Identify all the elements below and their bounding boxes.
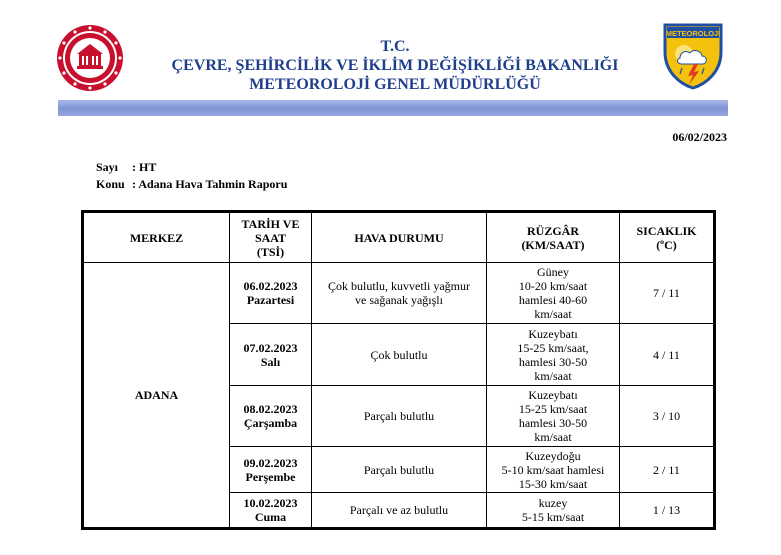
city-cell: ADANA bbox=[83, 263, 230, 529]
temp-cell: 7 / 11 bbox=[620, 263, 715, 324]
konu-label: Konu bbox=[96, 177, 125, 191]
date-cell: 06.02.2023 Pazartesi bbox=[230, 263, 312, 324]
date-cell: 10.02.2023 Cuma bbox=[230, 493, 312, 529]
meteoroloji-shield-logo bbox=[662, 22, 724, 90]
header-tarih-saat: TARİH VE SAAT (TSİ) bbox=[230, 212, 312, 263]
report-date: 06/02/2023 bbox=[672, 130, 727, 144]
weather-cell: Çok bulutlu, kuvvetli yağmur ve sağanak yağışlı bbox=[312, 263, 487, 324]
wind-cell: kuzey 5-15 km/saat bbox=[487, 493, 620, 529]
header-tc: T.C. bbox=[380, 38, 410, 55]
table-header-row bbox=[83, 212, 715, 263]
sayi-line bbox=[96, 160, 156, 175]
temp-cell: 1 / 13 bbox=[620, 493, 715, 529]
wind-cell: Kuzeybatı 15-25 km/saat, hamlesi 30-50 km/saat bbox=[487, 324, 620, 386]
header-sicaklik: SICAKLIK (ºC) bbox=[620, 212, 715, 263]
sayi-label: Sayı bbox=[96, 160, 119, 174]
header-ministry: ÇEVRE, ŞEHİRCİLİK VE İKLİM DEĞİŞİKLİĞİ BAKANLIĞI bbox=[171, 57, 619, 74]
ministry-seal-logo bbox=[56, 24, 124, 92]
wind-cell: Kuzeybatı 15-25 km/saat hamlesi 30-50 km/saat bbox=[487, 386, 620, 447]
header-hava-durumu: HAVA DURUMU bbox=[312, 212, 487, 263]
temp-cell: 3 / 10 bbox=[620, 386, 715, 447]
table-row bbox=[83, 263, 715, 324]
weather-cell: Çok bulutlu bbox=[312, 324, 487, 386]
header-divider-bar bbox=[58, 100, 728, 116]
weather-cell: Parçalı ve az bulutlu bbox=[312, 493, 487, 529]
header-directorate: METEOROLOJİ GENEL MÜDÜRLÜĞÜ bbox=[249, 76, 541, 93]
header-ruzgar: RÜZGÂR (KM/SAAT) bbox=[487, 212, 620, 263]
wind-cell: Kuzeydoğu 5-10 km/saat hamlesi 15-30 km/saat bbox=[487, 447, 620, 493]
date-cell: 08.02.2023 Çarşamba bbox=[230, 386, 312, 447]
konu-value: : Adana Hava Tahmin Raporu bbox=[132, 177, 288, 191]
sayi-value: : HT bbox=[132, 160, 157, 174]
weather-cell: Parçalı bulutlu bbox=[312, 386, 487, 447]
meteoroloji-logo-text: METEOROLOJİ bbox=[665, 29, 721, 38]
temp-cell: 2 / 11 bbox=[620, 447, 715, 493]
wind-cell: Güney 10-20 km/saat hamlesi 40-60 km/saat bbox=[487, 263, 620, 324]
date-cell: 09.02.2023 Perşembe bbox=[230, 447, 312, 493]
header-merkez: MERKEZ bbox=[83, 212, 230, 263]
forecast-table bbox=[81, 210, 716, 530]
konu-line bbox=[96, 177, 287, 192]
date-cell: 07.02.2023 Salı bbox=[230, 324, 312, 386]
temp-cell: 4 / 11 bbox=[620, 324, 715, 386]
weather-cell: Parçalı bulutlu bbox=[312, 447, 487, 493]
